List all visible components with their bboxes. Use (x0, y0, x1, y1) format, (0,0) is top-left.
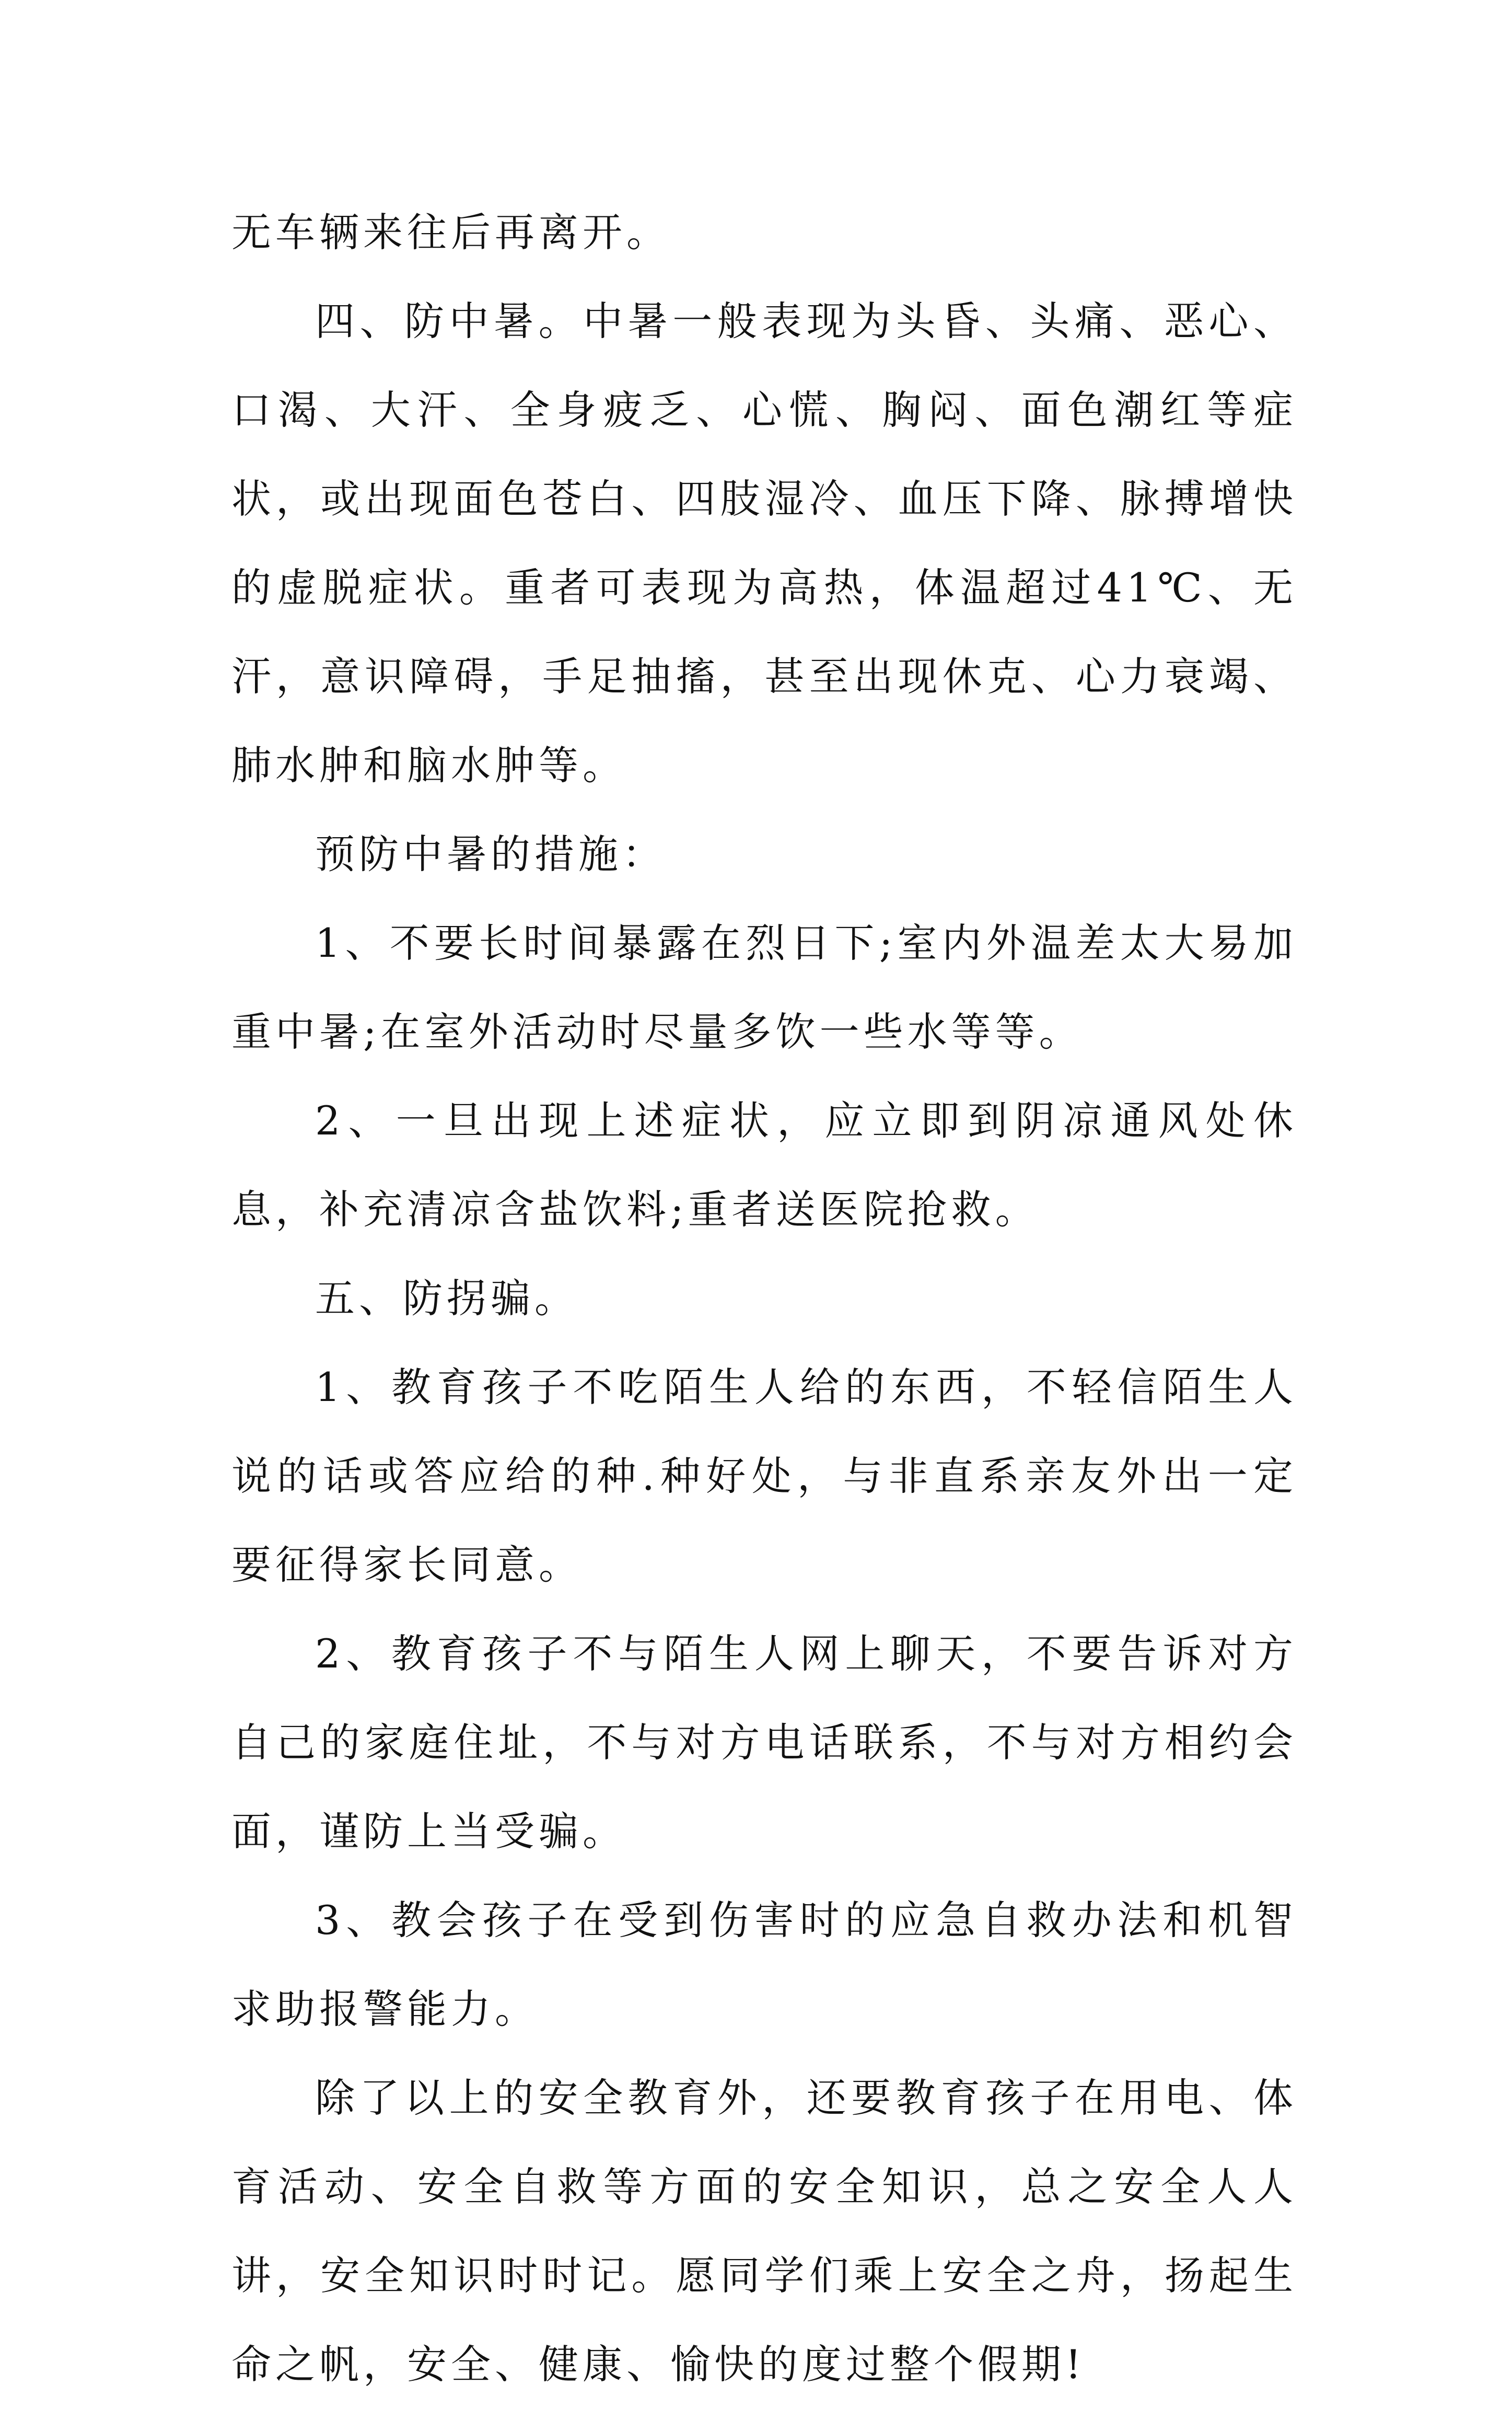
paragraph-abduction-heading: 五、防拐骗。 (315, 1275, 578, 1322)
paragraph-heatstroke-measure-2: 2、一旦出现上述症状，应立即到阴凉通风处休息，补充清凉含盐饮料;重者送医院抢救。 (231, 1097, 1297, 1233)
paragraph-heatstroke-measure-1: 1、不要长时间暴露在烈日下;室内外温差太大易加重中暑;在室外活动时尽量多饮一些水等等。 (231, 920, 1297, 1055)
paragraph-abduction-item-1: 1、教育孩子不吃陌生人给的东西，不轻信陌生人说的话或答应给的种.种好处，与非直系亲友外出一定要征得家长同意。 (231, 1364, 1297, 1588)
paragraph-abduction-item-3: 3、教会孩子在受到伤害时的应急自救办法和机智求助报警能力。 (231, 1897, 1297, 2032)
paragraph-abduction-item-2: 2、教育孩子不与陌生人网上聊天，不要告诉对方自己的家庭住址，不与对方电话联系，不与对方相约会面，谨防上当受骗。 (231, 1630, 1297, 1855)
paragraph-heatstroke: 四、防中暑。中暑一般表现为头昏、头痛、恶心、口渴、大汗、全身疲乏、心慌、胸闷、面色潮红等症状，或出现面色苍白、四肢湿冷、血压下降、脉搏增快的虚脱症状。重者可表现为高热，体温超过41℃、无汗，意识障碍，手足抽搐，甚至出现休克、心力衰竭、肺水肿和脑水肿等。 (231, 298, 1297, 789)
paragraph-conclusion: 除了以上的安全教育外，还要教育孩子在用电、体育活动、安全自救等方面的安全知识，总之安全人人讲，安全知识时时记。愿同学们乘上安全之舟，扬起生命之帆，安全、健康、愉快的度过整个假期! (231, 2075, 1297, 2388)
document-body (231, 188, 1297, 2409)
paragraph-continuation: 无车辆来往后再离开。 (231, 209, 670, 256)
paragraph-heatstroke-measures-heading: 预防中暑的措施： (315, 831, 666, 877)
